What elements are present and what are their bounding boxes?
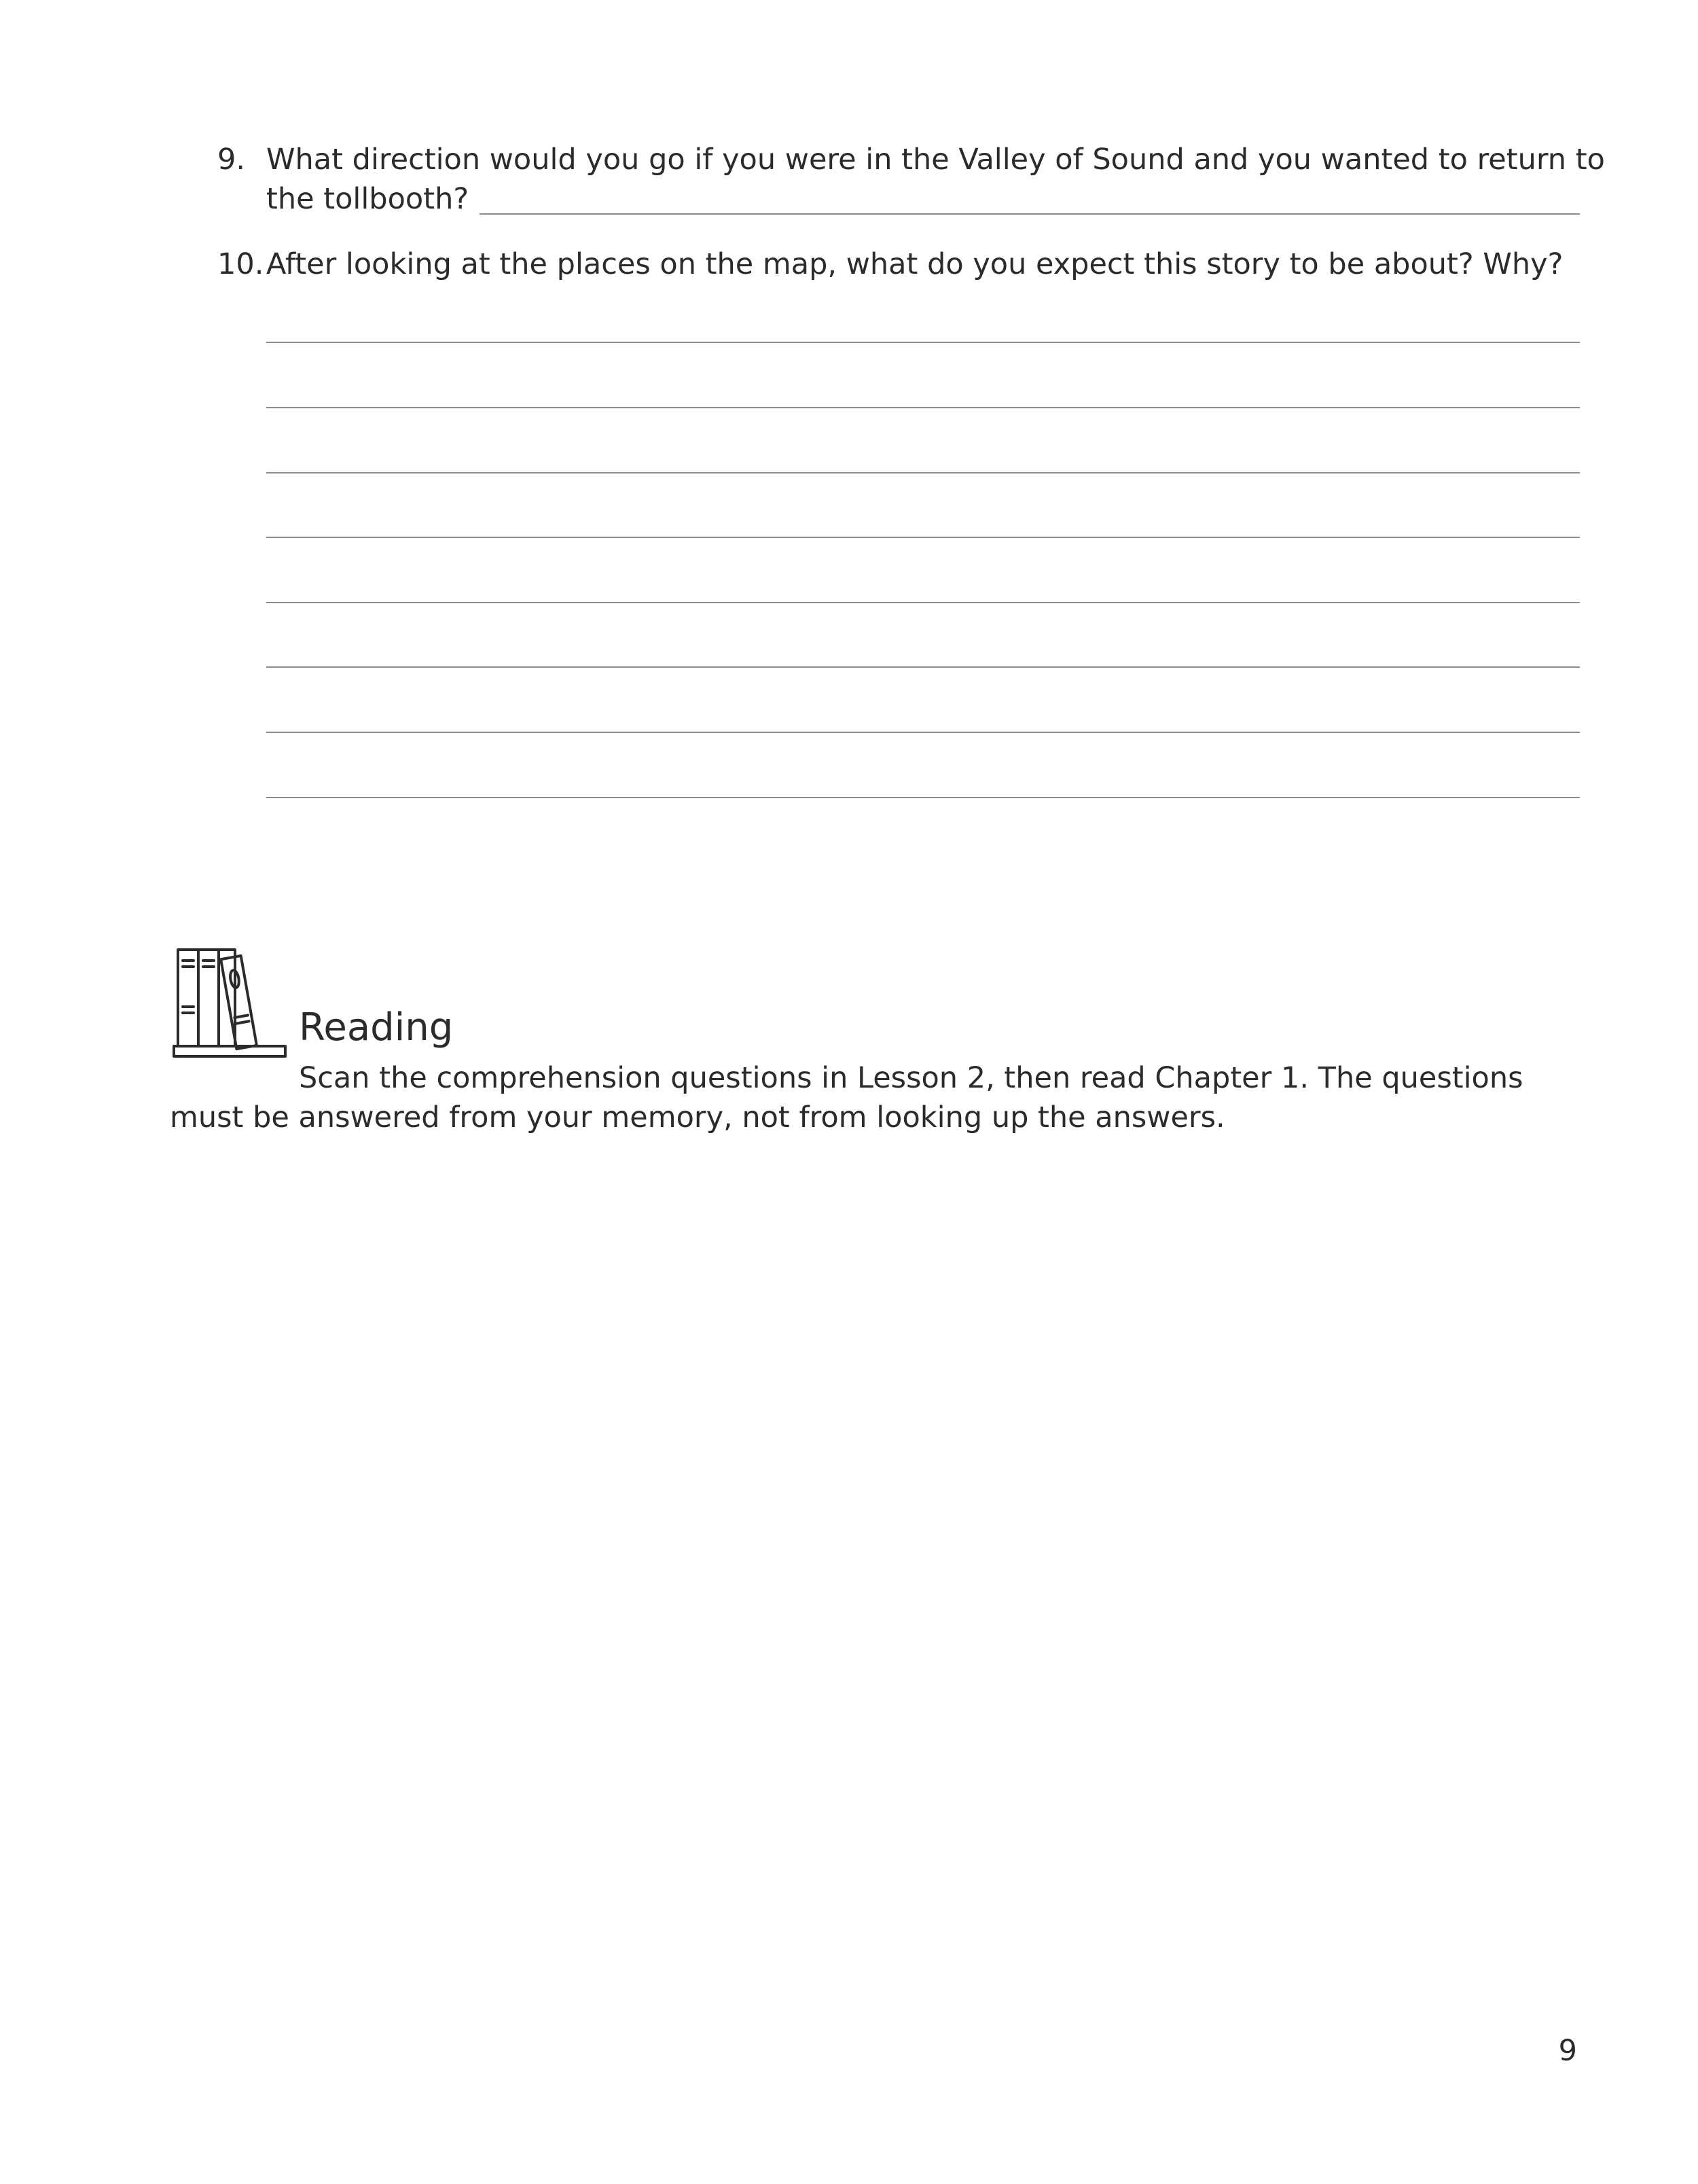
- question-9-number: 9.: [217, 143, 246, 177]
- question-9-text-line2: the tollbooth?: [266, 182, 469, 216]
- answer-line-question-10[interactable]: [266, 537, 1580, 538]
- question-9-text-line1: What direction would you go if you were in the Valley of Sound and you wanted to return to: [266, 143, 1605, 177]
- reading-instructions: Scan the comprehension questions in Lesson 2, then read Chapter 1. The questions must be answered from your memory, not from looking up the answers.: [170, 1061, 1523, 1134]
- question-10-text: After looking at the places on the map, what do you expect this story to be about? Why?: [266, 247, 1564, 281]
- answer-line-question-10[interactable]: [266, 602, 1580, 603]
- answer-line-question-10[interactable]: [266, 666, 1580, 668]
- answer-line-question-10[interactable]: [266, 797, 1580, 798]
- reading-heading: Reading: [299, 1005, 454, 1050]
- page-number: 9: [1558, 2034, 1577, 2068]
- answer-line-question-10[interactable]: [266, 342, 1580, 343]
- answer-line-question-10[interactable]: [266, 472, 1580, 473]
- question-10-number: 10.: [217, 247, 264, 281]
- answer-line-question-9[interactable]: [480, 213, 1580, 215]
- books-icon: [170, 944, 289, 1063]
- answer-line-question-10[interactable]: [266, 732, 1580, 733]
- answer-line-question-10[interactable]: [266, 407, 1580, 408]
